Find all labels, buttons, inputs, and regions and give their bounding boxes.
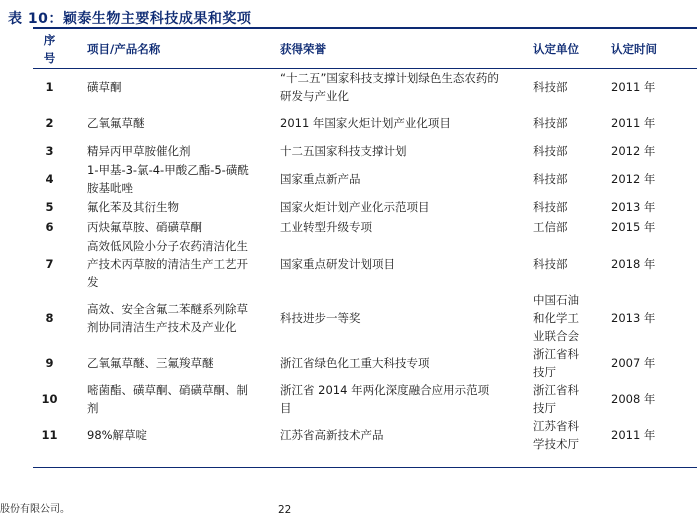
table-row — [33, 141, 697, 161]
achievements-table — [33, 30, 697, 453]
row-award: 十二五国家科技支撑计划 — [280, 144, 407, 158]
row-time: 2011 年 — [611, 116, 656, 130]
row-no: 6 — [45, 220, 54, 234]
row-name: 嘧菌酯、磺草酮、硝磺草酮、制剂 — [87, 383, 248, 415]
row-no: 11 — [41, 428, 58, 442]
page-number: 22 — [278, 504, 292, 516]
table-row — [33, 345, 697, 381]
row-award: 工业转型升级专项 — [280, 220, 372, 234]
row-time: 2008 年 — [611, 392, 656, 406]
row-time: 2012 年 — [611, 172, 656, 186]
row-no: 9 — [45, 356, 54, 370]
table-row — [33, 69, 697, 106]
row-time: 2012 年 — [611, 144, 656, 158]
row-award: 浙江省 2014 年两化深度融合应用示范项目 — [280, 383, 490, 415]
table-row — [33, 381, 697, 417]
row-unit: 浙江省科技厅 — [533, 383, 579, 415]
row-unit: 科技部 — [533, 172, 568, 186]
row-no: 5 — [45, 200, 54, 214]
table-header-row — [33, 30, 697, 69]
row-award: “十二五”国家科技支撑计划绿色生态农药的研发与产业化 — [280, 71, 499, 103]
row-time: 2007 年 — [611, 356, 656, 370]
row-unit: 科技部 — [533, 144, 568, 158]
row-award: 科技进步一等奖 — [280, 311, 361, 325]
row-no: 10 — [41, 392, 58, 406]
header-name: 项目/产品名称 — [66, 30, 262, 69]
table-row — [33, 105, 697, 141]
row-award: 国家重点新产品 — [280, 172, 361, 186]
row-time: 2015 年 — [611, 220, 656, 234]
row-name: 磺草酮 — [87, 80, 122, 94]
table-row — [33, 217, 697, 237]
header-award: 获得荣誉 — [262, 30, 515, 69]
top-rule — [33, 27, 697, 29]
row-name: 乙氧氟草醚 — [87, 116, 145, 130]
header-no: 序号 — [33, 30, 66, 69]
row-name: 高效低风险小分子农药清洁化生产技术丙草胺的清洁生产工艺开发 — [87, 239, 248, 289]
row-name: 氟化苯及其衍生物 — [87, 200, 179, 214]
header-time: 认定时间 — [591, 30, 697, 69]
row-name: 丙炔氟草胺、硝磺草酮 — [87, 220, 202, 234]
table-title: 表 10：颖泰生物主要科技成果和奖项 — [8, 11, 252, 27]
row-no: 8 — [45, 311, 54, 325]
row-no: 2 — [45, 116, 54, 130]
row-time: 2011 年 — [611, 80, 656, 94]
header-unit: 认定单位 — [515, 30, 591, 69]
row-no: 4 — [45, 172, 54, 186]
row-no: 7 — [45, 257, 54, 271]
row-unit: 江苏省科学技术厅 — [533, 419, 579, 451]
row-name: 1-甲基-3-氯-4-甲酸乙酯-5-磺酰胺基吡唑 — [87, 163, 249, 195]
row-name: 乙氧氟草醚、三氟羧草醚 — [87, 356, 214, 370]
row-time: 2011 年 — [611, 428, 656, 442]
row-time: 2018 年 — [611, 257, 656, 271]
row-time: 2013 年 — [611, 200, 656, 214]
row-unit: 科技部 — [533, 200, 568, 214]
footer-company: 股份有限公司。 — [0, 504, 70, 515]
table-row — [33, 237, 697, 291]
row-unit: 中国石油和化学工业联合会 — [533, 293, 579, 343]
row-unit: 工信部 — [533, 220, 568, 234]
row-no: 1 — [45, 80, 54, 94]
table-row — [33, 161, 697, 197]
row-name: 高效、安全含氟二苯醚系列除草剂协同清洁生产技术及产业化 — [87, 302, 248, 334]
row-award: 2011 年国家火炬计划产业化项目 — [280, 116, 451, 130]
bottom-rule — [33, 467, 697, 468]
row-name: 98%解草啶 — [87, 428, 148, 442]
row-unit: 科技部 — [533, 257, 568, 271]
row-no: 3 — [45, 144, 54, 158]
row-unit: 科技部 — [533, 80, 568, 94]
table-row — [33, 417, 697, 453]
row-name: 精异丙甲草胺催化剂 — [87, 144, 191, 158]
row-unit: 科技部 — [533, 116, 568, 130]
table-row — [33, 291, 697, 345]
row-award: 江苏省高新技术产品 — [280, 428, 384, 442]
table-row — [33, 197, 697, 217]
row-award: 浙江省绿色化工重大科技专项 — [280, 356, 430, 370]
row-time: 2013 年 — [611, 311, 656, 325]
row-unit: 浙江省科技厅 — [533, 347, 579, 379]
row-award: 国家火炬计划产业化示范项目 — [280, 200, 430, 214]
row-award: 国家重点研发计划项目 — [280, 257, 395, 271]
